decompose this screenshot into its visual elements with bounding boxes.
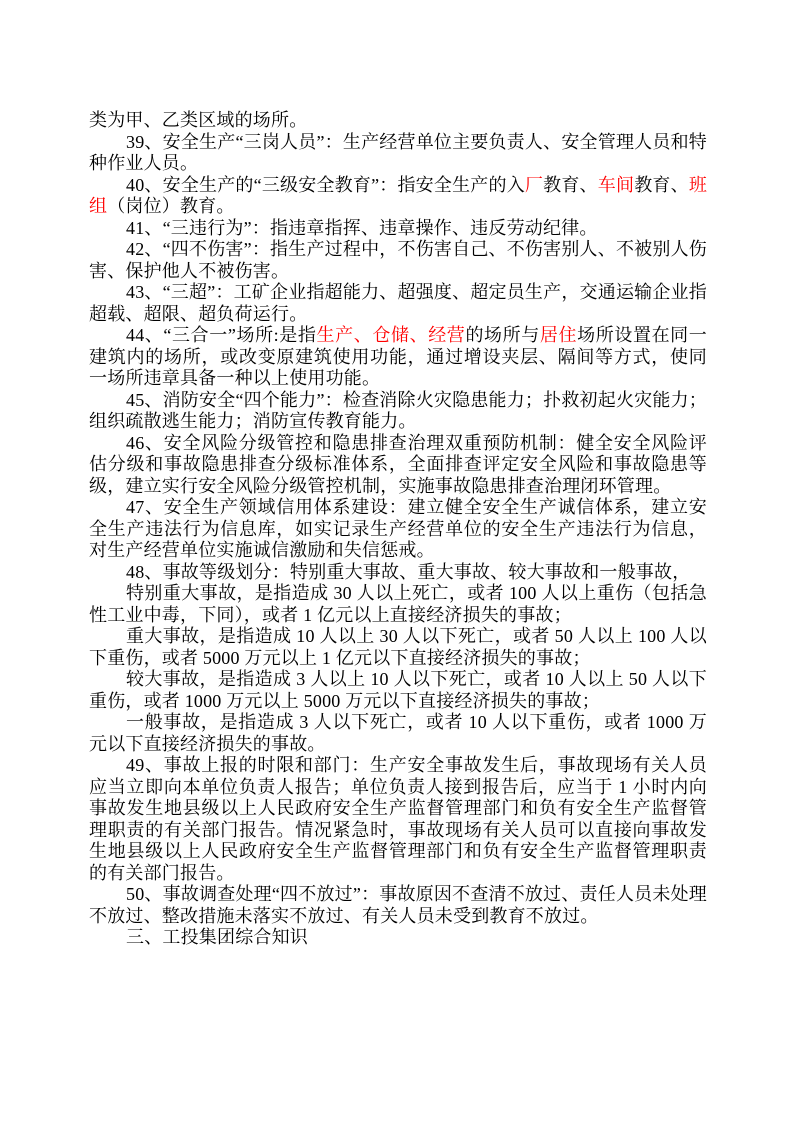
text-run-red: 车间	[597, 174, 635, 195]
text-run: 较大事故，是指造成 3 人以上 10 人以下死亡，或者 10 人以上 50 人以下重伤，或者 1000 万元以上 5000 万元以下直接经济损失的事故；	[89, 669, 707, 711]
text-run: 类为甲、乙类区域的场所。	[89, 110, 308, 130]
text-run: 49、事故上报的时限和部门：生产安全事故发生后，事故现场有关人员应当立即向本单位负责人报告；单位负责人接到报告后，应当于 1 小时内向事故发生地县级以上人民政府安全生产监督管理部门和负有安全生产监督管理职责的有关部门报告。情况紧急时，事故现场有关人员可以直接向事故发生地县级以上人民政府安全生产监督管理部门和负有安全生产监督管理职责的有关部门报告。	[89, 755, 707, 883]
text-run: 的场所与	[465, 325, 540, 345]
paragraph-item-50	[89, 884, 707, 927]
paragraph-item-42	[89, 239, 707, 282]
text-run: （岗位）教育。	[107, 196, 235, 216]
paragraph-item-48-intro	[89, 562, 707, 584]
text-run: 40、安全生产的“三级安全教育”：指安全生产的入	[126, 174, 525, 195]
text-run: 一般事故，是指造成 3 人以下死亡，或者 10 人以下重伤，或者 1000 万元以下直接经济损失的事故。	[89, 712, 707, 754]
paragraph-item-48-especially-major	[89, 583, 707, 626]
text-run-red: 厂	[524, 174, 544, 195]
paragraph-item-46	[89, 433, 707, 498]
paragraph-item-47	[89, 497, 707, 562]
paragraph-item-39	[89, 132, 707, 175]
text-run: 特别重大事故，是指造成 30 人以上死亡，或者 100 人以上重伤（包括急性工业中毒，下同），或者 1 亿元以上直接经济损失的事故；	[89, 583, 707, 625]
text-run: 45、消防安全“四个能力”：检查消除火灾隐患能力；扑救初起火灾能力；组织疏散逃生能力；消防宣传教育能力。	[89, 389, 707, 431]
paragraph-item-48-major	[89, 626, 707, 669]
text-run: 43、“三超”：工矿企业指超能力、超强度、超定员生产，交通运输企业指超载、超限、超负荷运行。	[89, 282, 707, 324]
text-run-red: 班组	[89, 174, 708, 216]
section-heading	[89, 927, 707, 949]
text-run: 41、“三违行为”：指违章指挥、违章操作、违反劳动纪律。	[126, 217, 598, 238]
text-run: 44、“三合一”场所:是指	[126, 325, 317, 345]
text-run-red: 居住	[539, 325, 578, 345]
paragraph-item-48-general	[89, 712, 707, 755]
text-run: 50、事故调查处理“四不放过”：事故原因不查清不放过、责任人员未处理不放过、整改措施未落实不放过、有关人员未受到教育不放过。	[89, 884, 707, 926]
paragraph-item-48-larger	[89, 669, 707, 712]
text-run: 教育、	[543, 174, 598, 195]
paragraph-item-45	[89, 390, 707, 433]
text-run: 47、安全生产领域信用体系建设：建立健全安全生产诚信体系，建立安全生产违法行为信息库，如实记录生产经营单位的安全生产违法行为信息，对生产经营单位实施诚信激励和失信惩戒。	[89, 497, 707, 560]
text-run: 教育、	[634, 174, 689, 195]
paragraph-item-44	[89, 325, 707, 390]
paragraph-continuation	[89, 110, 707, 132]
paragraph-item-43	[89, 282, 707, 325]
text-run: 39、安全生产“三岗人员”：生产经营单位主要负责人、安全管理人员和特种作业人员。	[89, 131, 707, 173]
text-run-red: 生产、仓储、经营	[316, 325, 466, 345]
text-run: 三、工投集团综合知识	[126, 927, 308, 947]
paragraph-item-49	[89, 755, 707, 884]
text-run: 场所设置在同一建筑内的场所，或改变原建筑使用功能，通过增设夹层、隔间等方式，使同一场所违章具备一种以上使用功能。	[89, 325, 707, 388]
text-run: 46、安全风险分级管控和隐患排查治理双重预防机制：健全安全风险评估分级和事故隐患排查分级标准体系，全面排查评定安全风险和事故隐患等级，建立实行安全风险分级管控机制，实施事故隐患排查治理闭环管理。	[89, 432, 707, 496]
paragraph-item-40	[89, 175, 707, 218]
text-run: 重大事故，是指造成 10 人以上 30 人以下死亡，或者 50 人以上 100 人以下重伤，或者 5000 万元以上 1 亿元以下直接经济损失的事故；	[89, 626, 707, 668]
paragraph-item-41	[89, 218, 707, 240]
text-run: 42、“四不伤害”：指生产过程中，不伤害自己、不伤害别人、不被别人伤害、保护他人不被伤害。	[89, 239, 707, 281]
text-run: 48、事故等级划分：特别重大事故、重大事故、较大事故和一般事故，	[126, 561, 691, 582]
